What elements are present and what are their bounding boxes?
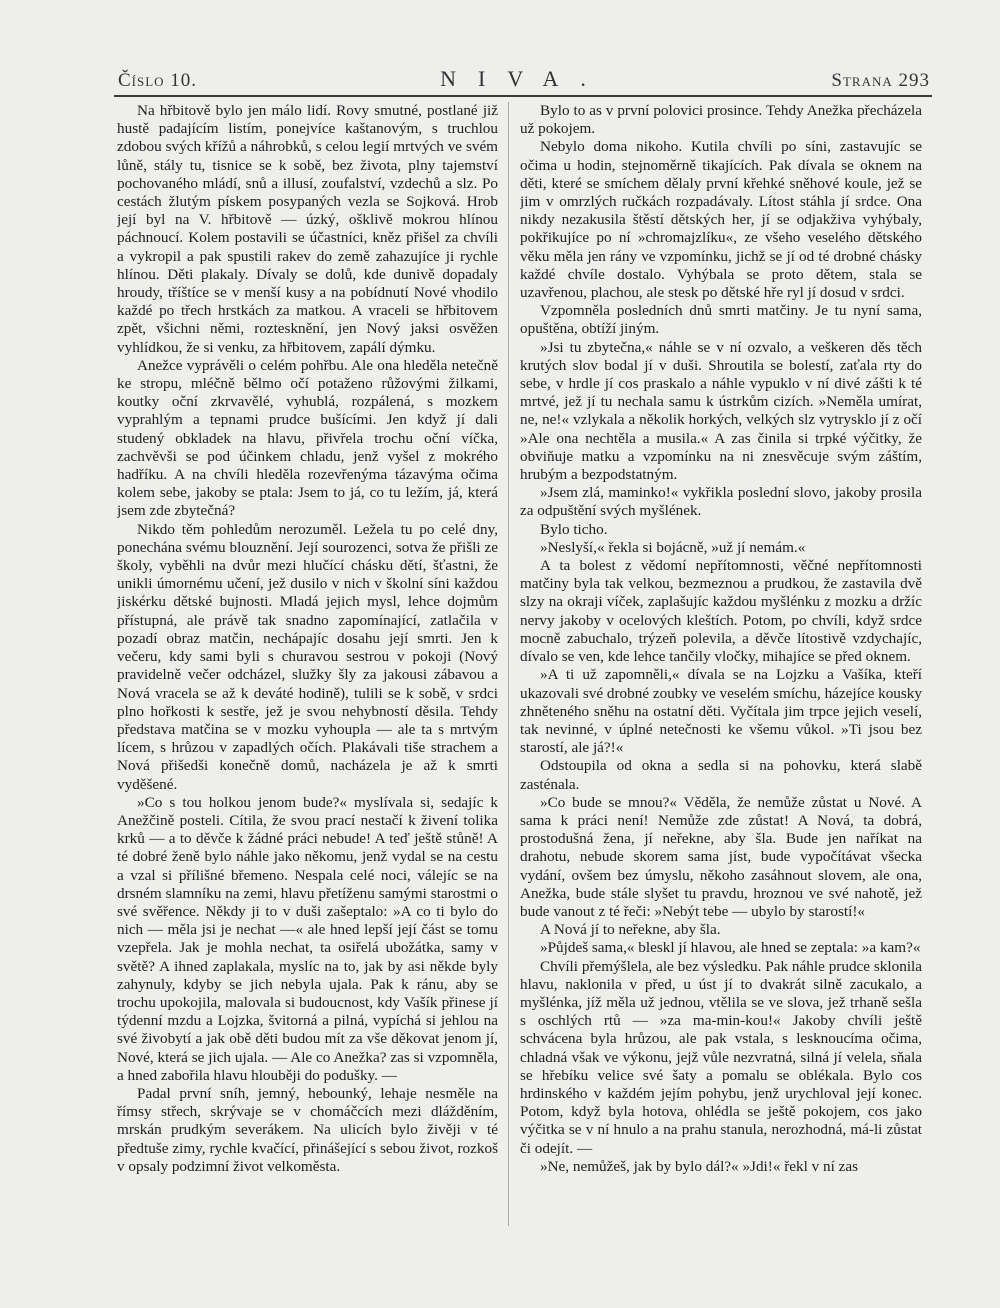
paragraph: Chvíli přemýšlela, ale bez výsledku. Pak náhle prudce sklonila hlavu, naklonila v před, u úst jí to dvakrát silně zacukalo, a myšlénka, jíž měla už jednou, vtělila se ve slova, jež trhaně sešla s oschlých rtů — »za ma-min-kou!« Jakoby chvíli ještě schvácena byla hrůzou, ale pak vstala, s lesknoucíma očima, chladná však ve výkonu, jejž vůle nezvratná, silná jí velela, sňala se hřebíku velice své šaty a pomalu se oblékala. Bylo cos hrdinského v každém jejím pohybu, jenž urychloval její konec. Potom, když byla hotova, ohlédla se ještě pokojem, cos jako výčitka se v ní hnulo a na prahu stanula, nerozhodná, má-li zůstat či odejít. — (520, 957, 922, 1157)
paragraph: Odstoupila od okna a sedla si na pohovku, která slabě zasténala. (520, 757, 922, 793)
header-rule (114, 95, 932, 97)
paragraph: »Jsem zlá, maminko!« vykřikla poslední slovo, jakoby prosila za odpuštění svých myšlének. (520, 484, 922, 520)
paragraph: »Co s tou holkou jenom bude?« myslívala si, sedajíc k Anežčině posteli. Cítila, že svou prací nestačí k živení tolika krků — a to děvče k žádné práci nebude! A teď ještě stůně! A té dobré ženě bylo náhle jako někomu, jenž vydal se na cestu a vzal si přílišné břemeno. Nespala celé noci, válejíc se na drsném slamníku na zemi, hlavu přetíženu samými starostmi o své svěřence. Někdy ji to v duši zašeptalo: »A co ti bylo do nich — měla jsi je nechat —« ale hned lepší její část se tomu vzepřela. Jak je mohla nechat, ta osiřelá ubožátka, samy v světě? A ihned zaplakala, myslíc na to, jak by asi někde byly zahynuly, kdyby se jich nebyla ujala. Pak k ránu, aby se trochu upokojila, malovala si budoucnost, kdy Vašík přinese jí týdenní mzdu a Lojzka, švitorná a pilná, vypíchá si jehlou na své živobytí a jak obě děti budou mít za vše děkovat jenom jí, Nové, která se jich ujala. — Ale co Anežka? zas si vzpomněla, a hned zabořila hlavu hlouběji do podušky. — (117, 793, 498, 1084)
left-column (117, 102, 498, 1232)
paragraph: »Neslyší,« řekla si bojácně, »už jí nemám.« (540, 538, 806, 556)
paragraph: »Jsi tu zbytečna,« náhle se v ní ozvalo, a veškeren děs těch krutých slov bodal jí v duši. Shroutila se bolestí, zaťala rty do sebe, v hrdle jí cos praskalo a náhle vypuklo v ní divé zášti k té mrtvé, jež jí tu nechala samu k ústrkům cizích. »Neměla umírat, ne, ne!« vzlykala a několik horkých, velkých slz vytrysklo jí z očí »Ale ona nechtěla a musila.« A zas činila si trpké výčitky, že obviňuje matku a vzpomínku na ni znesvěcuje svým záštím, hrubým a bezpodstatným. (520, 338, 922, 484)
paragraph: Nebylo doma nikoho. Kutila chvíli po síni, zastavujíc se očima u hodin, stejnoměrně tikajících. Pak dívala se oknem na děti, které se smíchem dělaly první křehké sněhové koule, jež se jim v omrzlých ručkách rozpadávaly. Lítost stáhla jí srdce. Ona nikdy nezakusila štěstí dětských her, jí se odjakživa vyhýbaly, pokřikujíce po ní »chromajzlíku«, ze všeho veselého dětského věku měla jen rány ve vzpomínku, jichž se jí od té drobné chásky každé chvíle dostalo. Vyhýbala se proto dětem, stala se uzavřenou, plachou, ale stesk po dětské hře ryl jí dosud v srdci. (520, 138, 922, 302)
paragraph: Nikdo těm pohledům nerozuměl. Ležela tu po celé dny, ponechána svému blouznění. Její sourozenci, sotva že přišli ze školy, vyběhli na dvůr mezi hlučící chásku dětí, šťastni, že unikli úmornému učení, jež dusilo v nich v školní síni každou jiskérku dětské bujnosti. Mladá jejich mysl, lehce dojmům přístupná, ale právě tak snadno zapomínající, zatlačila v pozadí obraz matčin, nechápajíc dosahu její smrti. Jen k večeru, kdy sami byli s churavou sestrou v pokoji (Nový pravidelně večer odcházel, služky šly za jakousi zábavou a Nová vracela se až k deváté hodině), tulili se k sobě, v srdci plno hořkosti k sestře, jež je svou nehybností děsila. Tehdy představa matčina se v mozku vyhoupla — ale ta s mrtvým lícem, s hrůzou v zapadlých očích. Plakávali tiše strachem a Nová přišedši konečně domů, nacházela je až k smrti vyděšené. (117, 520, 498, 793)
paragraph: A Nová jí to neřekne, aby šla. (540, 921, 721, 939)
paragraph: Bylo ticho. (540, 520, 608, 538)
paragraph: Na hřbitově bylo jen málo lidí. Rovy smutné, postlané již hustě padajícím listím, ponejvíce kaštanovým, s truchlou zdobou svých křížů a náhrobků, s celou legií mrtvých ve svém lůně, stály tu, tisnice se k sobě, bez života, plny tajemství pochovaného mládí, snů a illusí, zoufalství, vzdechů a slz. Po cestách žlutým pískem posypaných vezla se Sojková. Hrob její byl na V. hřbitově — úzký, ošklivě mokrou hlínou páchnoucí. Kolem postavili se účastníci, kněz přišel za chvíli a vykropil a pak spustili rakev do země zahazujíce ji rychle hlínou. Děti plakaly. Dívaly se dolů, kde dunivě dopadaly hroudy, tříštíce se v menší kusy a na pobídnutí Nové vhodilo každé po třech hrstkách za matkou. A vraceli se hřbitovem zpět, všichni němi, roztesknění, jen Nový jaksi osvěžen vyhlídkou, že si venku, za hřbitovem, zapálí dýmku. (117, 102, 498, 356)
right-column (520, 102, 922, 1232)
issue-number: Číslo 10. (118, 70, 198, 91)
paragraph: »A ti už zapomněli,« dívala se na Lojzku a Vašíka, kteří ukazovali své drobné zoubky ve veselém smíchu, házejíce kousky zhněteného sněhu na ostatní děti. Vyčítala jim trpce jejich veselí, tak nevinné, v úplné netečnosti ke všemu vůkol. »Ti jsou bez starostí, ale já?!« (520, 666, 922, 757)
column-divider (508, 102, 509, 1226)
paragraph: »Půjdeš sama,« bleskl jí hlavou, ale hned se zeptala: »a kam?« (540, 939, 921, 957)
paragraph: Vzpomněla posledních dnů smrti matčiny. Je tu nyní sama, opuštěna, obtíží jiným. (520, 302, 922, 338)
page-number: Strana 293 (831, 70, 930, 91)
paragraph: A ta bolest z vědomí nepřítomnosti, věčné nepřítomnosti matčiny byla tak velkou, bezmeznou a prudkou, že zastavila dvě slzy na okraji víček, zaplašujíc každou myšlénku z mozku a držíc nervy jakoby v ocelových kleštích. Potom, po chvíli, když srdce mocně zabuchalo, trýzeň polevila, a děvče lítostivě vzdychajíc, dívalo se ven, kde lehce tančily vločky, mihajíce se před oknem. (520, 557, 922, 666)
paragraph: »Ne, nemůžeš, jak by bylo dál?« »Jdi!« řekl v ní zas (540, 1157, 859, 1175)
running-header (118, 62, 930, 92)
paragraph: Anežce vyprávěli o celém pohřbu. Ale ona hleděla netečně ke stropu, mléčně bělmo očí potaženo růžovými žilkami, koutky oční zkrvavělé, vyhublá, rozpálená, s mozkem vyprahlým a tepnami prudce bušícími. Jen když jí dali studený obkladek na hlavu, přivřela trochu oční víčka, zachvěvši se pod účinkem chladu, jenž vyšel z mokrého hadříku. A na chvíli hleděla rozevřenýma tázavýma očima kolem sebe, jakoby se ptala: Jsem to já, co tu ležím, já, která jsem zde zbytečná? (117, 356, 498, 520)
paragraph: Bylo to as v první polovici prosince. Tehdy Anežka přecházela už pokojem. (520, 102, 922, 138)
paragraph: »Co bude se mnou?« Věděla, že nemůže zůstat u Nové. A sama k práci není! Nemůže zde zůstat! A Nová, ta dobrá, prostodušná žena, jí neřekne, aby šla. Bude jen naříkat na drahotu, nebude skorem sama jíst, bude vypočítávat všecka vydání, ovšem bez úmyslu, někoho zasáhnout slovem, ale ona, Anežka, bude stále slyšet tu pravdu, hroznou ve své nahotě, jež bude vanout z té řeči: »Nebýt tebe — ubylo by starostí!« (520, 793, 922, 920)
paragraph: Padal první sníh, jemný, hebounký, lehaje nesměle na římsy střech, skrývaje se v chomáčcích mezi dlážděním, mrskán prudkým severákem. Na ulicích bylo živěji v té předtuše zimy, rychle kvačící, přinášející s sebou život, rozkoš v opsaly podzimní život velkoměsta. (117, 1084, 498, 1175)
journal-title: NIVA. (440, 66, 608, 91)
